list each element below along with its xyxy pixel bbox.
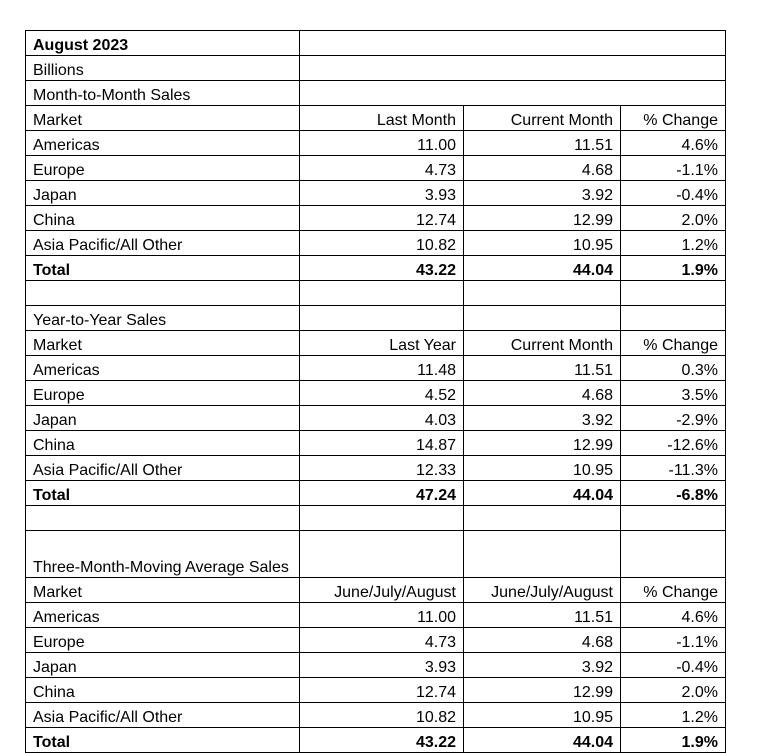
column-header: Market <box>26 331 300 356</box>
value-cell: 3.92 <box>464 406 621 431</box>
value-cell: 12.33 <box>300 456 464 481</box>
spacer-cell <box>26 506 300 531</box>
column-header: % Change <box>621 578 726 603</box>
spacer-cell <box>300 506 464 531</box>
table-row <box>26 603 726 628</box>
spacer-row <box>26 281 726 306</box>
value-cell: 12.99 <box>464 431 621 456</box>
column-header: Market <box>26 106 300 131</box>
total-row <box>26 481 726 506</box>
value-cell: 12.99 <box>464 678 621 703</box>
value-cell: 10.95 <box>464 231 621 256</box>
column-header-row <box>26 106 726 131</box>
market-cell: Asia Pacific/All Other <box>26 456 300 481</box>
total-label: Total <box>26 481 300 506</box>
column-header: Current Month <box>464 331 621 356</box>
section-heading-row <box>26 306 726 331</box>
value-cell: 11.00 <box>300 131 464 156</box>
column-header: Last Month <box>300 106 464 131</box>
market-cell: Asia Pacific/All Other <box>26 231 300 256</box>
spacer-cell <box>464 281 621 306</box>
value-cell: 4.03 <box>300 406 464 431</box>
value-cell: -0.4% <box>621 181 726 206</box>
value-cell: 4.68 <box>464 156 621 181</box>
value-cell: 2.0% <box>621 678 726 703</box>
table-row <box>26 181 726 206</box>
section-heading-blank <box>464 306 621 331</box>
spacer-cell <box>300 281 464 306</box>
sales-table <box>25 30 726 753</box>
market-cell: Americas <box>26 356 300 381</box>
section-heading-blank <box>621 531 726 578</box>
value-cell: 11.51 <box>464 356 621 381</box>
market-cell: Asia Pacific/All Other <box>26 703 300 728</box>
value-cell: 2.0% <box>621 206 726 231</box>
table-row <box>26 406 726 431</box>
total-value: 43.22 <box>300 256 464 281</box>
market-cell: China <box>26 431 300 456</box>
table-row <box>26 678 726 703</box>
report-title: August 2023 <box>26 31 300 56</box>
value-cell: 11.51 <box>464 603 621 628</box>
table-row <box>26 703 726 728</box>
value-cell: 10.82 <box>300 231 464 256</box>
value-cell: 10.95 <box>464 456 621 481</box>
total-value: 1.9% <box>621 256 726 281</box>
column-header: Market <box>26 578 300 603</box>
value-cell: 14.87 <box>300 431 464 456</box>
table-row <box>26 456 726 481</box>
market-cell: Americas <box>26 131 300 156</box>
table-row <box>26 231 726 256</box>
value-cell: 4.6% <box>621 603 726 628</box>
table-row <box>26 431 726 456</box>
total-value: 44.04 <box>464 256 621 281</box>
column-header: June/July/August <box>464 578 621 603</box>
value-cell: -1.1% <box>621 628 726 653</box>
section-heading-blank <box>300 81 726 106</box>
section-heading: Year-to-Year Sales <box>26 306 300 331</box>
value-cell: 11.48 <box>300 356 464 381</box>
market-cell: Europe <box>26 628 300 653</box>
value-cell: 1.2% <box>621 703 726 728</box>
unit-row-blank <box>300 56 726 81</box>
sales-table-body <box>26 31 726 753</box>
spacer-cell <box>621 506 726 531</box>
value-cell: 10.82 <box>300 703 464 728</box>
column-header: % Change <box>621 106 726 131</box>
value-cell: 3.5% <box>621 381 726 406</box>
total-value: 43.22 <box>300 728 464 753</box>
section-heading-blank <box>300 306 464 331</box>
value-cell: 4.68 <box>464 381 621 406</box>
section-heading: Three-Month-Moving Average Sales <box>26 531 300 578</box>
table-row <box>26 131 726 156</box>
table-row <box>26 628 726 653</box>
value-cell: 12.74 <box>300 678 464 703</box>
total-row <box>26 256 726 281</box>
value-cell: 1.2% <box>621 231 726 256</box>
value-cell: -2.9% <box>621 406 726 431</box>
value-cell: 3.92 <box>464 653 621 678</box>
section-heading-row <box>26 81 726 106</box>
section-heading-blank <box>300 531 464 578</box>
value-cell: 0.3% <box>621 356 726 381</box>
market-cell: Europe <box>26 381 300 406</box>
value-cell: 4.6% <box>621 131 726 156</box>
column-header: % Change <box>621 331 726 356</box>
column-header-row <box>26 331 726 356</box>
value-cell: 12.74 <box>300 206 464 231</box>
section-heading: Month-to-Month Sales <box>26 81 300 106</box>
table-row <box>26 381 726 406</box>
value-cell: 3.93 <box>300 653 464 678</box>
table-row <box>26 206 726 231</box>
total-value: -6.8% <box>621 481 726 506</box>
spacer-row <box>26 506 726 531</box>
value-cell: 4.73 <box>300 156 464 181</box>
column-header: June/July/August <box>300 578 464 603</box>
value-cell: 3.93 <box>300 181 464 206</box>
total-value: 1.9% <box>621 728 726 753</box>
value-cell: 4.73 <box>300 628 464 653</box>
total-label: Total <box>26 728 300 753</box>
value-cell: 10.95 <box>464 703 621 728</box>
table-row <box>26 653 726 678</box>
value-cell: 3.92 <box>464 181 621 206</box>
value-cell: 4.68 <box>464 628 621 653</box>
column-header-row <box>26 578 726 603</box>
unit-label: Billions <box>26 56 300 81</box>
total-label: Total <box>26 256 300 281</box>
value-cell: 12.99 <box>464 206 621 231</box>
value-cell: 11.51 <box>464 131 621 156</box>
market-cell: Japan <box>26 653 300 678</box>
section-heading-blank <box>464 531 621 578</box>
market-cell: Japan <box>26 181 300 206</box>
value-cell: -1.1% <box>621 156 726 181</box>
table-row <box>26 356 726 381</box>
column-header: Last Year <box>300 331 464 356</box>
market-cell: Japan <box>26 406 300 431</box>
market-cell: China <box>26 678 300 703</box>
title-row <box>26 31 726 56</box>
section-heading-blank <box>621 306 726 331</box>
value-cell: -12.6% <box>621 431 726 456</box>
unit-row <box>26 56 726 81</box>
table-row <box>26 156 726 181</box>
total-value: 44.04 <box>464 481 621 506</box>
total-row <box>26 728 726 753</box>
value-cell: 4.52 <box>300 381 464 406</box>
value-cell: -11.3% <box>621 456 726 481</box>
market-cell: Europe <box>26 156 300 181</box>
market-cell: Americas <box>26 603 300 628</box>
value-cell: 11.00 <box>300 603 464 628</box>
title-row-blank <box>300 31 726 56</box>
total-value: 44.04 <box>464 728 621 753</box>
value-cell: -0.4% <box>621 653 726 678</box>
market-cell: China <box>26 206 300 231</box>
spacer-cell <box>26 281 300 306</box>
spacer-cell <box>621 281 726 306</box>
column-header: Current Month <box>464 106 621 131</box>
spacer-cell <box>464 506 621 531</box>
total-value: 47.24 <box>300 481 464 506</box>
section-heading-row <box>26 531 726 578</box>
